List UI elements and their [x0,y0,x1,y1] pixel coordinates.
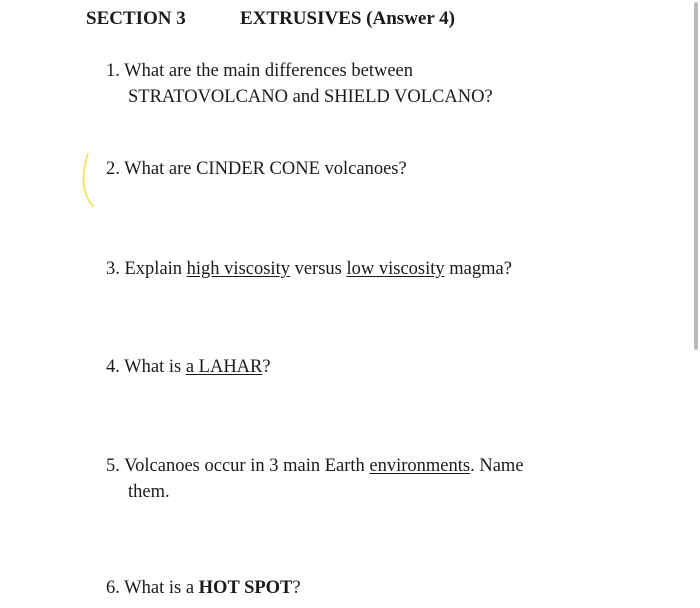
scrollbar-thumb[interactable] [694,2,698,350]
question-number: 1. [106,61,120,81]
question-text-end: . Name [470,456,524,476]
question-3 [106,256,606,282]
question-2 [106,156,606,182]
question-1 [106,58,606,110]
section-number: SECTION 3 [86,8,186,29]
question-number: 4. [106,357,120,377]
question-text: What are the main differences between [124,61,413,81]
question-text-start: What is a [124,578,199,598]
question-number: 3. [106,259,120,279]
question-text-start: Explain [124,259,187,279]
underlined-term-environments: environments [369,456,471,476]
question-5 [106,453,606,505]
question-text-start: What is [124,357,186,377]
question-text: What are CINDER CONE volcanoes? [124,159,407,179]
question-text-end: magma? [444,259,512,279]
question-text-end: ? [292,578,301,598]
question-text-start: Volcanoes occur in 3 main Earth [124,456,370,476]
section-title: EXTRUSIVES (Answer 4) [240,8,456,29]
question-number: 5. [106,456,120,476]
underlined-term-high-viscosity: high viscosity [186,259,290,279]
bold-term-hot-spot: HOT SPOT [198,578,293,598]
question-text-end: ? [262,357,271,377]
section-heading [86,8,456,30]
question-text-continued: STRATOVOLCANO and SHIELD VOLCANO? [128,87,493,107]
question-6 [106,575,606,601]
underlined-term-low-viscosity: low viscosity [346,259,445,279]
underlined-term-lahar: a LAHAR [185,357,263,377]
vertical-scrollbar[interactable] [692,0,698,608]
question-number: 6. [106,578,120,598]
yellow-pen-mark [80,150,100,208]
question-text-continued: them. [128,482,170,502]
question-text-middle: versus [289,259,347,279]
question-4 [106,354,606,380]
question-number: 2. [106,159,120,179]
